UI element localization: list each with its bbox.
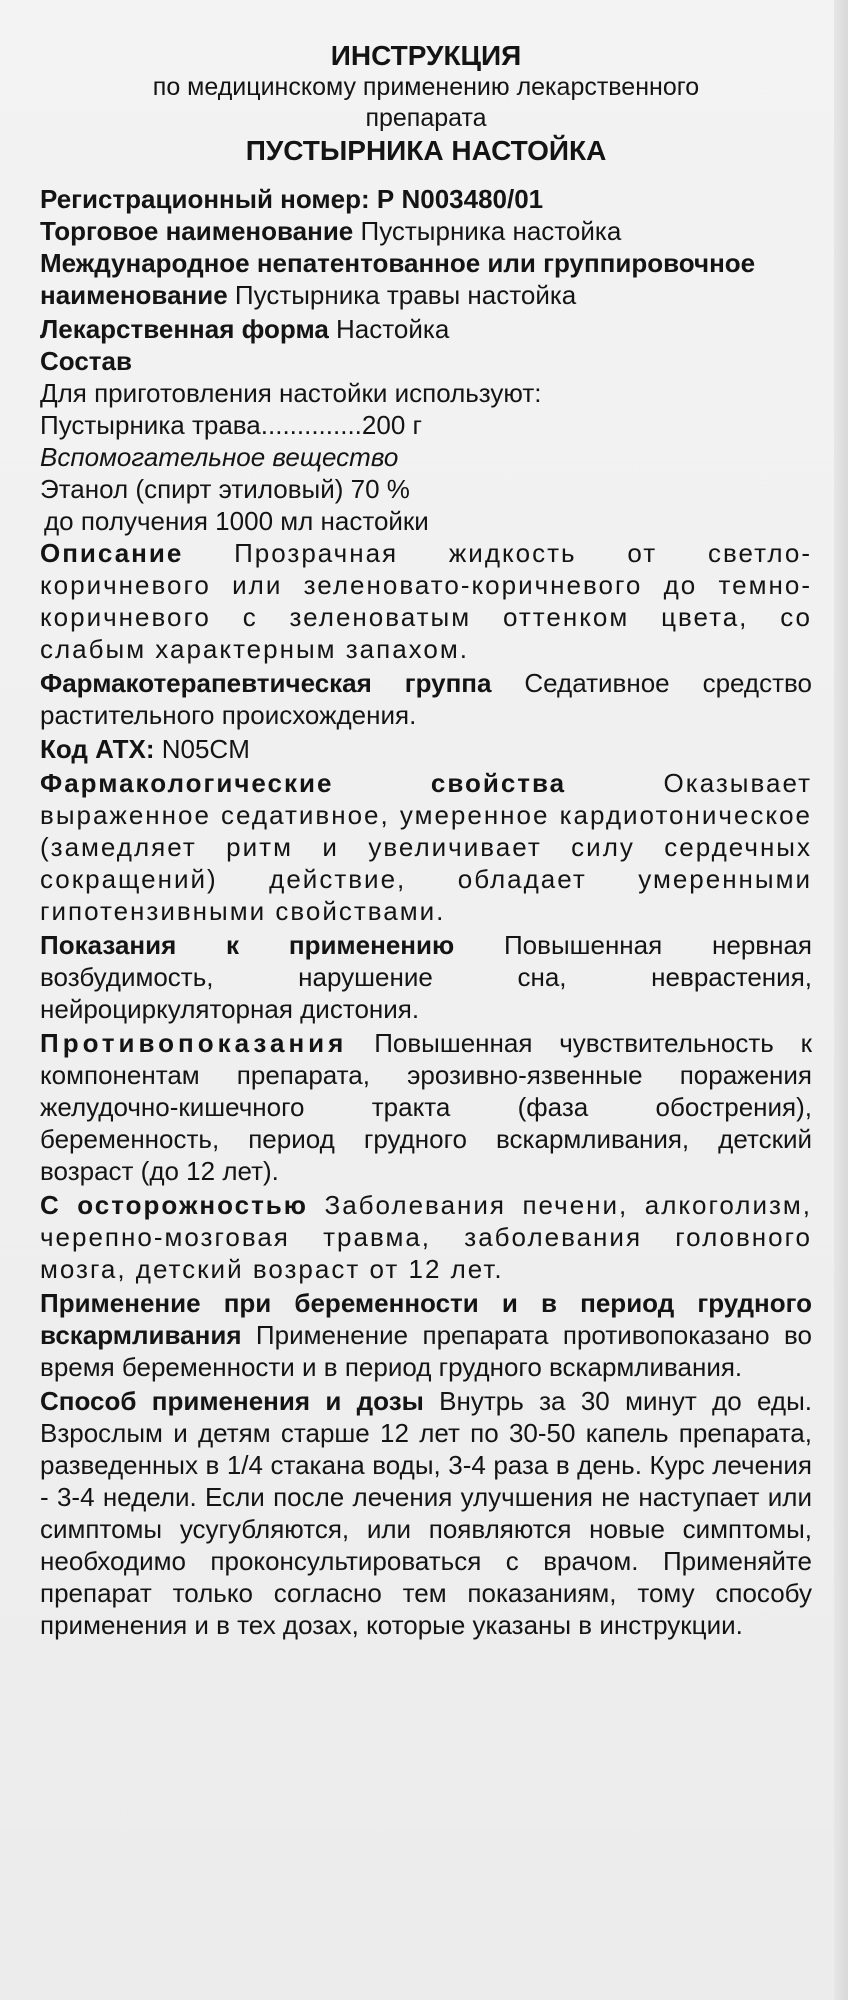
pharmacotherapeutic-group-label: Фармакотерапевтическая группа [40,668,492,698]
inn-section [40,247,760,311]
atc-value: N05CM [161,734,250,764]
contraindications-section [40,1027,812,1187]
composition-excipient-note: до получения 1000 мл настойки [44,506,429,536]
trade-name-label: Торговое наименование [40,216,354,246]
registration-number: Р N003480/01 [376,184,544,214]
pharmacological-properties-text: Оказывает выраженное седативное, умеренное кардиотоническое (замедляет ритм и увеличивает силу сердечных сокращений) действие, обладает умеренными гипотензивными свойствами. [40,768,812,926]
document-body [40,183,812,1641]
dosage-label: Способ применения и дозы [40,1386,424,1416]
indications-label: Показания к применению [40,930,455,960]
description-section [40,537,812,665]
document-subtitle-line2: препарата [365,104,487,132]
pregnancy-label: Применение при беременности и в период грудного вскармливания [40,1288,812,1350]
document-subtitle-line1: по медицинскому применению лекарственного [152,73,700,101]
dosage-form-value: Настойка [336,314,450,344]
pregnancy-text: Применение препарата противопоказано во время беременности и в период грудного вскармливания. [40,1320,812,1382]
trade-name-value: Пустырника настойка [360,216,622,246]
pharmacotherapeutic-group-text: Седативное средство растительного происхождения. [40,668,812,730]
drug-name: ПУСТЫРНИКА НАСТОЙКА [245,135,607,166]
dosage-form-section [40,313,812,345]
composition-intro: Для приготовления настойки используют: [40,378,542,408]
document-title: ИНСТРУКЦИЯ [330,40,522,71]
composition-excipient: Этанол (спирт этиловый) 70 % [40,474,410,504]
inn-value: Пустырника травы настойка [234,280,577,310]
pharmacological-properties-label: Фармакологические свойства [40,768,567,798]
composition-section [40,345,812,537]
description-text: Прозрачная жидкость от светло-коричневого или зеленовато-коричневого до темно-коричневого с зеленоватым оттенком цвета, со слабым характерным запахом. [40,538,812,664]
dosage-form-label: Лекарственная форма [40,314,329,344]
registration-section [40,183,812,215]
contraindications-text: Повышенная чувствительность к компонентам препарата, эрозивно-язвенные поражения желудочно-кишечного тракта (фаза обострения), беременность, период грудного вскармливания, детский возраст (до 12 лет). [40,1028,812,1186]
pregnancy-section [40,1287,812,1383]
caution-text: Заболевания печени, алкоголизм, черепно-мозговая травма, заболевания головного мозга, детский возраст от 12 лет. [40,1190,812,1284]
composition-active: Пустырника трава..............200 г [40,410,422,440]
contraindications-label: Противопоказания [40,1028,348,1058]
pharmacological-properties-section [40,767,812,927]
pharmacotherapeutic-group-section [40,667,812,731]
dosage-text: Внутрь за 30 минут до еды. Взрослым и детям старше 12 лет по 30-50 капель препарата, разведенных в 1/4 стакана воды, 3-4 раза в день. Курс лечения - 3-4 недели. Если после лечения улучшения не наступает или симптомы усугубляются, или появляются новые симптомы, необходимо проконсультироваться с врачом. Применяйте препарат только согласно тем показаниям, тому способу применения и в тех дозах, которые указаны в инструкции. [40,1386,812,1640]
atc-label: Код АТХ: [40,734,155,764]
indications-text: Повышенная нервная возбудимость, нарушение сна, неврастения, нейроциркуляторная дистония. [40,930,812,1024]
composition-label: Состав [40,346,132,376]
description-label: Описание [40,538,184,568]
atc-section [40,733,812,765]
trade-name-section [40,215,812,247]
caution-label: С осторожностью [40,1190,308,1220]
registration-label: Регистрационный номер: [40,184,370,214]
document-header [40,40,812,167]
dosage-section [40,1385,812,1641]
composition-excipient-label: Вспомогательное вещество [40,442,399,472]
leaflet-edge [834,0,848,2000]
indications-section [40,929,812,1025]
caution-section [40,1189,812,1285]
inn-label: Международное непатентованное или группировочное наименование [40,248,756,310]
